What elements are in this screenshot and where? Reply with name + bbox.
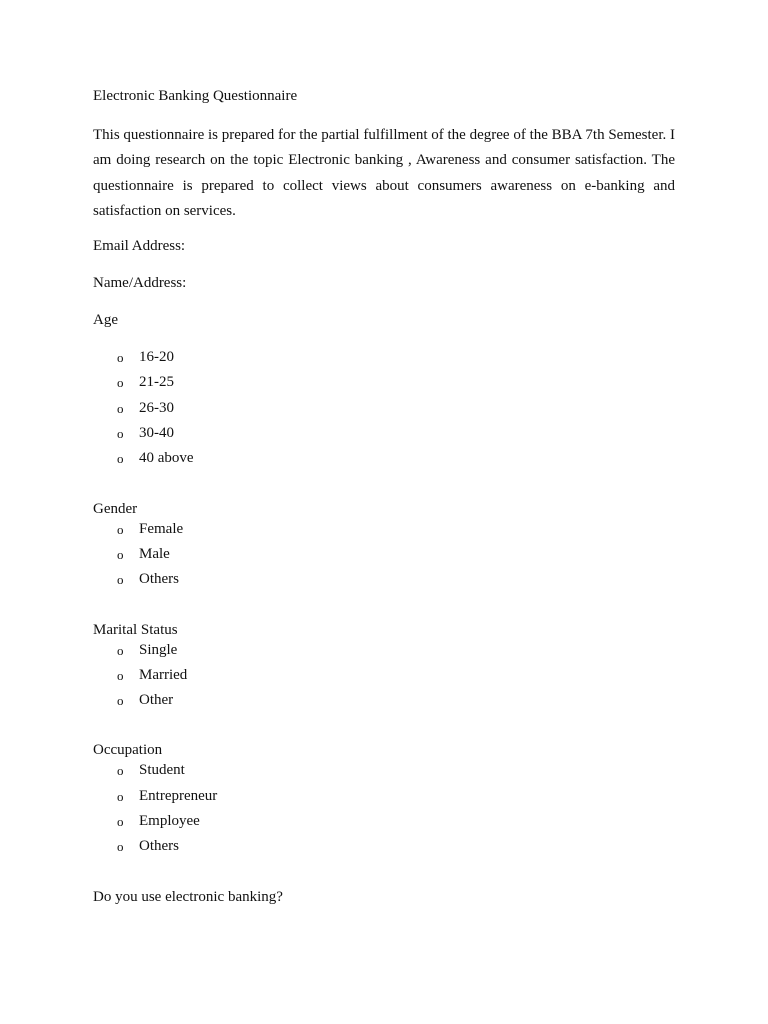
option-label: Male (139, 545, 170, 562)
circle-bullet-icon: o (117, 350, 124, 366)
spacer (93, 474, 675, 499)
marital-status-question-label: Marital Status (93, 621, 178, 638)
circle-bullet-icon: o (117, 839, 124, 855)
circle-bullet-icon: o (117, 400, 124, 416)
circle-bullet-icon: o (117, 788, 124, 804)
marital-status-options-list (93, 640, 675, 716)
email-address-label: Email Address: (93, 238, 186, 255)
option-label: Other (139, 692, 174, 709)
circle-bullet-icon: o (117, 572, 124, 588)
option-label: 30-40 (139, 425, 174, 442)
circle-bullet-icon: o (117, 451, 124, 467)
occupation-option[interactable] (93, 786, 675, 811)
circle-bullet-icon: o (117, 667, 124, 683)
gender-options-list (93, 519, 675, 595)
circle-bullet-icon: o (117, 521, 124, 537)
option-label: Single (139, 641, 178, 658)
spacer (93, 595, 675, 620)
circle-bullet-icon: o (117, 642, 124, 658)
option-label: Student (139, 762, 185, 779)
age-option[interactable] (93, 398, 675, 423)
circle-bullet-icon: o (117, 693, 124, 709)
option-label: 21-25 (139, 374, 174, 391)
spacer (93, 862, 675, 887)
marital-status-option[interactable] (93, 690, 675, 715)
option-label: 16-20 (139, 349, 174, 366)
intro-paragraph: This questionnaire is prepared for the partial fulfillment of the degree of the BBA 7th Semester. I am doing research on the topic Electronic banking , Awareness and consumer satisfaction. The questionnaire is prepared to collect views about consumers awareness on e-banking and satisfaction on services. (93, 127, 675, 219)
occupation-options-list (93, 760, 675, 861)
circle-bullet-icon: o (117, 375, 124, 391)
circle-bullet-icon: o (117, 546, 124, 562)
age-option[interactable] (93, 372, 675, 397)
marital-status-option[interactable] (93, 665, 675, 690)
circle-bullet-icon: o (117, 814, 124, 830)
occupation-option[interactable] (93, 811, 675, 836)
spacer (93, 715, 675, 740)
age-question-label: Age (93, 312, 118, 329)
age-option[interactable] (93, 448, 675, 473)
occupation-option[interactable] (93, 760, 675, 785)
option-label: Others (139, 571, 179, 588)
circle-bullet-icon: o (117, 426, 124, 442)
option-label: Others (139, 838, 179, 855)
ebanking-question-label: Do you use electronic banking? (93, 888, 283, 905)
age-option[interactable] (93, 347, 675, 372)
gender-option[interactable] (93, 569, 675, 594)
marital-status-option[interactable] (93, 640, 675, 665)
option-label: 26-30 (139, 399, 174, 416)
age-options-list (93, 347, 675, 473)
document-page (93, 86, 675, 907)
occupation-question-label: Occupation (93, 742, 163, 759)
option-label: Female (139, 520, 184, 537)
option-label: Married (139, 666, 188, 683)
gender-option[interactable] (93, 544, 675, 569)
option-label: 40 above (139, 450, 194, 467)
gender-option[interactable] (93, 519, 675, 544)
age-option[interactable] (93, 423, 675, 448)
gender-question-label: Gender (93, 500, 138, 517)
name-address-label: Name/Address: (93, 275, 187, 292)
occupation-option[interactable] (93, 836, 675, 861)
option-label: Entrepreneur (139, 787, 218, 804)
option-label: Employee (139, 813, 200, 830)
document-title: Electronic Banking Questionnaire (93, 88, 298, 104)
circle-bullet-icon: o (117, 763, 124, 779)
